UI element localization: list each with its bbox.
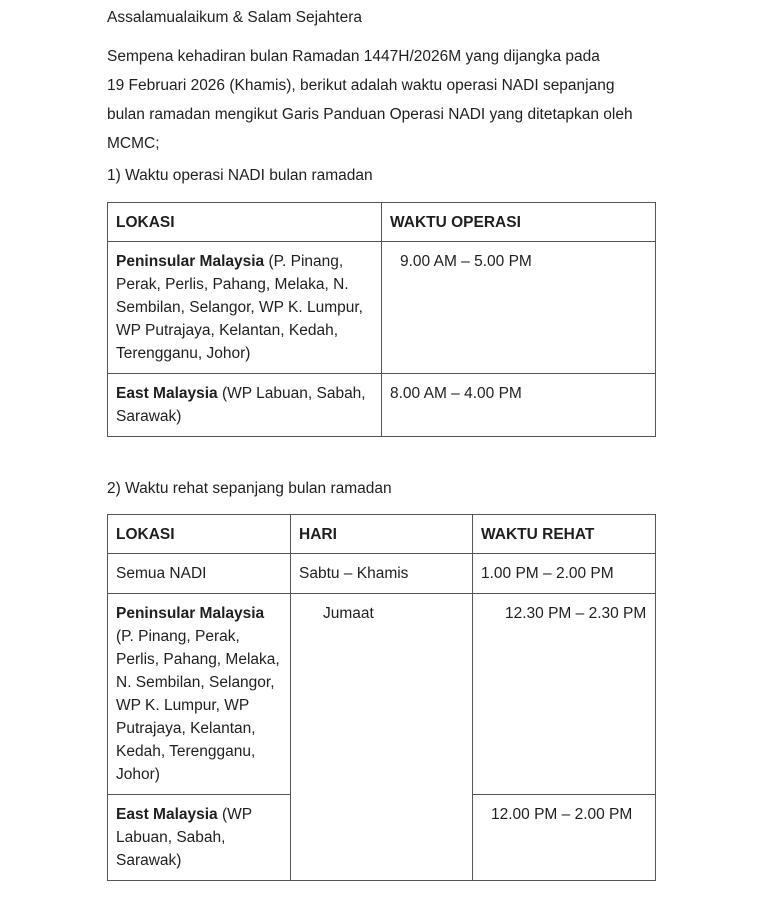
day-cell: Sabtu – Khamis: [291, 554, 473, 594]
region-name: East Malaysia: [116, 806, 218, 823]
intro-line: Sempena kehadiran bulan Ramadan 1447H/2026M yang dijangka pada: [107, 48, 600, 65]
time-cell: 8.00 AM – 4.00 PM: [382, 374, 656, 437]
table-row: [108, 374, 656, 437]
time-cell: 1.00 PM – 2.00 PM: [473, 554, 656, 594]
table-row: [108, 594, 656, 795]
intro-line: 19 Februari 2026 (Khamis), berikut adalah waktu operasi NADI sepanjang: [107, 77, 615, 94]
time-cell: 12.00 PM – 2.00 PM: [473, 795, 656, 881]
region-name: Peninsular Malaysia: [116, 253, 265, 270]
time-cell: 9.00 AM – 5.00 PM: [382, 242, 656, 374]
table-header-row: [108, 515, 656, 554]
intro-line: MCMC;: [107, 135, 160, 152]
region-states: (WP Labuan, Sabah, Sarawak): [116, 806, 252, 869]
intro-paragraph: [107, 42, 655, 158]
greeting: Assalamualaikum & Salam Sejahtera: [107, 9, 363, 26]
column-header-location: LOKASI: [108, 203, 382, 242]
region-name: Peninsular Malaysia: [116, 605, 265, 622]
table-header-row: [108, 203, 656, 242]
section2-heading: 2) Waktu rehat sepanjang bulan ramadan: [107, 480, 392, 497]
rest-time-table: [107, 514, 656, 881]
section1-heading: 1) Waktu operasi NADI bulan ramadan: [107, 167, 373, 184]
day-cell: Jumaat: [291, 594, 473, 881]
intro-line: bulan ramadan mengikut Garis Panduan Operasi NADI yang ditetapkan oleh: [107, 106, 633, 123]
region-name: East Malaysia: [116, 385, 218, 402]
location-cell: [108, 242, 382, 374]
region-states: (WP Labuan, Sabah, Sarawak): [116, 385, 366, 425]
region-states: (P. Pinang, Perak, Perlis, Pahang, Melaka, N. Sembilan, Selangor, WP K. Lumpur, WP Putrajaya, Kelantan, Kedah, Terengganu, Johor): [116, 628, 280, 783]
table-row: [108, 242, 656, 374]
column-header-rest-time: WAKTU REHAT: [473, 515, 656, 554]
table-row: [108, 554, 656, 594]
location-cell: [108, 374, 382, 437]
location-cell: Semua NADI: [108, 554, 291, 594]
time-cell: 12.30 PM – 2.30 PM: [473, 594, 656, 795]
column-header-location: LOKASI: [108, 515, 291, 554]
region-states: (P. Pinang, Perak, Perlis, Pahang, Melaka, N. Sembilan, Selangor, WP K. Lumpur, WP Putrajaya, Kelantan, Kedah, Terengganu, Johor): [116, 253, 363, 362]
column-header-day: HARI: [291, 515, 473, 554]
location-cell: [108, 795, 291, 881]
operating-hours-table: [107, 202, 656, 437]
column-header-operating-time: WAKTU OPERASI: [382, 203, 656, 242]
location-cell: [108, 594, 291, 795]
